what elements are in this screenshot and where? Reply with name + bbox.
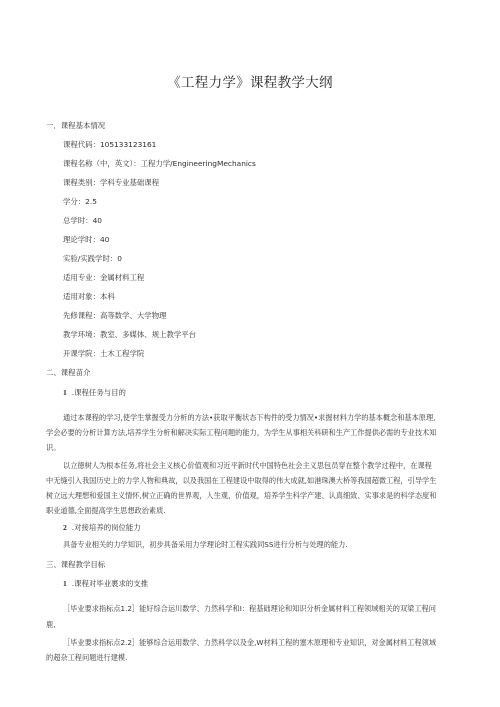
info-credits: 学分：2.5 [63,197,97,206]
paragraph-line: 具备专业相关的力学知识，初步具备采用力学理论时工程实践同SS进行分析与处理的能力. [63,540,348,549]
paragraph-line: 通过本课程的学习,使学生掌握受力分析的方法•获取平衡状态下构件的受力情况•求握材料力学的基本概念和基本原理, [63,413,436,422]
info-theory-hours: 理论学时：40 [63,235,110,244]
info-major: 适用专业：金属材料工程 [63,273,145,282]
document-title: 《工程力学》课程教学大纲 [167,75,333,91]
subheading-number: 1 [63,579,67,588]
subheading-label: .课程对毕业裹求的支推 [71,579,149,588]
subheading-label: .对接培养的岗位能力 [71,523,141,532]
paragraph-line: ［毕业要求指标点2.2］能够综合运用数学、力然科学以及金,W材料工程的塞木原理和专业知识，对金属材料工程领域 [63,638,437,647]
info-prerequisites: 先修课程：高等数学、大学物理 [63,311,167,320]
info-college: 开课学院：土木工程学院 [63,349,145,358]
paragraph-line: 学会必要的分析计算方法,培养学生分析和解决实际工程问题的能力，为学生从事相关科研和生产工作提供必需的专业技术知 [46,428,437,437]
subheading-task-purpose [63,388,126,398]
subheading-number: 2 [63,523,67,532]
subheading-job-ability [63,523,141,533]
info-total-hours: 总学时：40 [63,216,102,225]
paragraph-line: 职业道德,全面提高学生思想政治素质. [46,506,166,515]
info-course-category: 课程类别：学科专业基础课程 [63,178,160,187]
info-practice-hours: 实验/实践学时：0 [63,254,122,263]
info-environment: 教学环境：教室、多媒体、规上教学平台 [63,330,197,339]
section-heading-goals: 三、课程教学目标 [46,560,106,569]
paragraph-line: 识。 [46,443,61,452]
subheading-label: .课程任务与目的 [71,388,126,397]
subheading-number: 1 [63,388,67,397]
paragraph-line: ［毕业要求指标点1.2］能好综合运川数学、力然科学和I：程基础理论和知识分析金属材料工程领域相关的双梁工程问 [63,604,436,613]
subheading-graduation-support [63,579,148,589]
paragraph-line: 鹿, [46,620,56,629]
info-course-code: 课程代码：105133123161 [63,140,157,149]
info-audience: 适用对象：本科 [63,292,115,301]
section-heading-intro: 二、课程苗介 [46,368,91,377]
info-course-name: 课程名称（中，英文）：工程力学/EngineeringMechanics [63,159,256,168]
paragraph-line: 的超杂工程问题进行建模. [46,653,128,662]
paragraph-line: 树立远大理想和爱国主义情怀,树立正确的世界观，人生观，价值观，培养学生科学产建、认真细致、实事求是的科学态度和 [46,491,437,500]
paragraph-line: 中无缝引入我国历史上的力学人物和典故，以及我国在工程建设中取得的伟大成就,如港珠澳大桥等我国超微工程，引导学生 [46,476,437,485]
section-heading-basic-info: 一．课程基本情况 [46,121,106,130]
paragraph-line: 以立徳树人为根本任务,将社会主义核心价值观和习近平新时代中国特色社会主义思包员穿在整个教学过程中，在课程 [63,461,432,470]
